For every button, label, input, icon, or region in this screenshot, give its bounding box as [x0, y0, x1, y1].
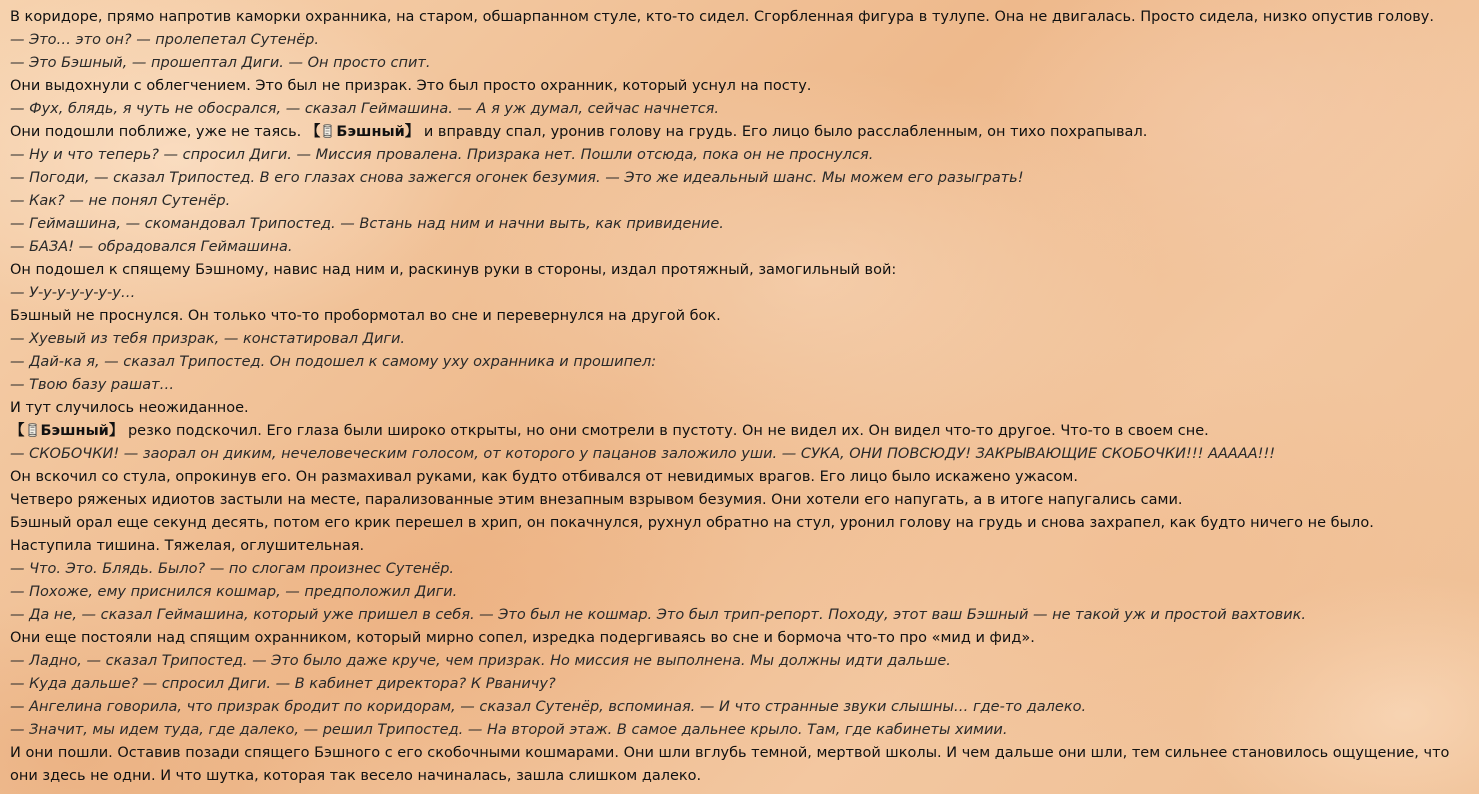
- dialogue-line: — Куда дальше? — спросил Диги. — В кабинет директора? К Рваничу?: [10, 676, 556, 692]
- narration-text: резко подскочил. Его глаза были широко открыты, но они смотрели в пустоту. Он не видел их. Он видел что-то другое. Что-то в своем сне.: [123, 423, 1209, 439]
- narration-line: И тут случилось неожиданное.: [10, 400, 249, 416]
- dialogue-line: — СКОБОЧКИ! — заорал он диким, нечеловеческим голосом, от которого у пацанов заложило уши. — СУКА, ОНИ ПОВСЮДУ! ЗАКРЫВАЮЩИЕ СКОБОЧКИ!!! ААААА!!!: [10, 446, 1276, 462]
- dialogue-line: — Ангелина говорила, что призрак бродит по коридорам, — сказал Сутенёр, вспоминая. — И что странные звуки слышны… где-то далеко.: [10, 699, 1087, 715]
- dialogue-line: — Хуевый из тебя призрак, — констатировал Диги.: [10, 331, 406, 347]
- dialogue-line: — Ладно, — сказал Трипостед. — Это было даже круче, чем призрак. Но миссия не выполнена. Мы должны идти дальше.: [10, 653, 951, 669]
- narration-line-with-character-tag: [10, 121, 1472, 144]
- narration-line: Бэшный не проснулся. Он только что-то пробормотал во сне и перевернулся на другой бок.: [10, 308, 721, 324]
- dialogue-line: — Погоди, — сказал Трипостед. В его глазах снова зажегся огонек безумия. — Это же идеальный шанс. Мы можем его разыграть!: [10, 170, 1024, 186]
- tag-character-name: Бэшный: [40, 423, 109, 439]
- narration-line: Он вскочил со стула, опрокинув его. Он размахивал руками, как будто отбивался от невидимых врагов. Его лицо было искажено ужасом.: [10, 469, 1078, 485]
- character-tag: [10, 423, 123, 439]
- dialogue-line: — Что. Это. Блядь. Было? — по слогам произнес Сутенёр.: [10, 561, 455, 577]
- character-tag: [306, 124, 419, 140]
- narration-text: Они подошли поближе, уже не таясь.: [10, 124, 306, 140]
- scroll-icon: [322, 124, 333, 138]
- dialogue-line: — Как? — не понял Сутенёр.: [10, 193, 231, 209]
- narration-line: Они выдохнули с облегчением. Это был не призрак. Это был просто охранник, который уснул на посту.: [10, 78, 812, 94]
- tag-bracket-close: 】: [404, 124, 420, 140]
- narration-text: и вправду спал, уронив голову на грудь. Его лицо было расслабленным, он тихо похрапывал.: [419, 124, 1148, 140]
- tag-bracket-open: 【: [10, 423, 25, 439]
- narration-line: Наступила тишина. Тяжелая, оглушительная.: [10, 538, 365, 554]
- dialogue-line: — Значит, мы идем туда, где далеко, — решил Трипостед. — На второй этаж. В самое дальнее крыло. Там, где кабинеты химии.: [10, 722, 1008, 738]
- dialogue-line: — Это Бэшный, — прошептал Диги. — Он просто спит.: [10, 55, 431, 71]
- dialogue-line: — Да не, — сказал Геймашина, который уже пришел в себя. — Это был не кошмар. Это был трип-репорт. Походу, этот ваш Бэшный — не такой уж и простой вахтовик.: [10, 607, 1306, 623]
- dialogue-line: — БАЗА! — обрадовался Геймашина.: [10, 239, 293, 255]
- story-text: [10, 6, 1472, 788]
- narration-line: Бэшный орал еще секунд десять, потом его крик перешел в хрип, он покачнулся, рухнул обратно на стул, уронил голову на грудь и снова захрапел, как будто ничего не было.: [10, 515, 1374, 531]
- dialogue-line: — Фух, блядь, я чуть не обосрался, — сказал Геймашина. — А я уж думал, сейчас начнется.: [10, 101, 720, 117]
- dialogue-line: — Дай-ка я, — сказал Трипостед. Он подошел к самому уху охранника и прошипел:: [10, 354, 657, 370]
- dialogue-line: — Похоже, ему приснился кошмар, — предположил Диги.: [10, 584, 458, 600]
- narration-line: Он подошел к спящему Бэшному, навис над ним и, раскинув руки в стороны, издал протяжный, замогильный вой:: [10, 262, 897, 278]
- tag-bracket-open: 【: [305, 124, 321, 140]
- dialogue-line: — У-у-у-у-у-у-у…: [10, 285, 136, 301]
- narration-line: Четверо ряженых идиотов застыли на месте, парализованные этим внезапным взрывом безумия. Они хотели его напугать, а в итоге напугались сами.: [10, 492, 1183, 508]
- dialogue-line: — Это… это он? — пролепетал Сутенёр.: [10, 32, 319, 48]
- dialogue-line: — Геймашина, — скомандовал Трипостед. — Встань над ним и начни выть, как привидение.: [10, 216, 724, 232]
- dialogue-line: — Твою базу рашат…: [10, 377, 175, 393]
- dialogue-line: — Ну и что теперь? — спросил Диги. — Миссия провалена. Призрака нет. Пошли отсюда, пока он не проснулся.: [10, 147, 874, 163]
- tag-character-name: Бэшный: [336, 124, 405, 140]
- narration-line: И они пошли. Оставив позади спящего Бэшного с его скобочными кошмарами. Они шли вглубь темной, мертвой школы. И чем дальше они шли, тем сильнее становилось ощущение, что они здесь не одни. И что шутка, которая так весело начиналась, зашла слишком далеко.: [10, 745, 1450, 784]
- narration-line: В коридоре, прямо напротив каморки охранника, на старом, обшарпанном стуле, кто-то сидел. Сгорбленная фигура в тулупе. Она не двигалась. Просто сидела, низко опустив голову.: [10, 9, 1434, 25]
- narration-line-with-character-tag: [10, 420, 1472, 443]
- tag-bracket-close: 】: [108, 423, 124, 439]
- narration-line: Они еще постояли над спящим охранником, который мирно сопел, изредка подергиваясь во сне и бормоча что-то про «мид и фид».: [10, 630, 1035, 646]
- scroll-icon: [27, 423, 38, 437]
